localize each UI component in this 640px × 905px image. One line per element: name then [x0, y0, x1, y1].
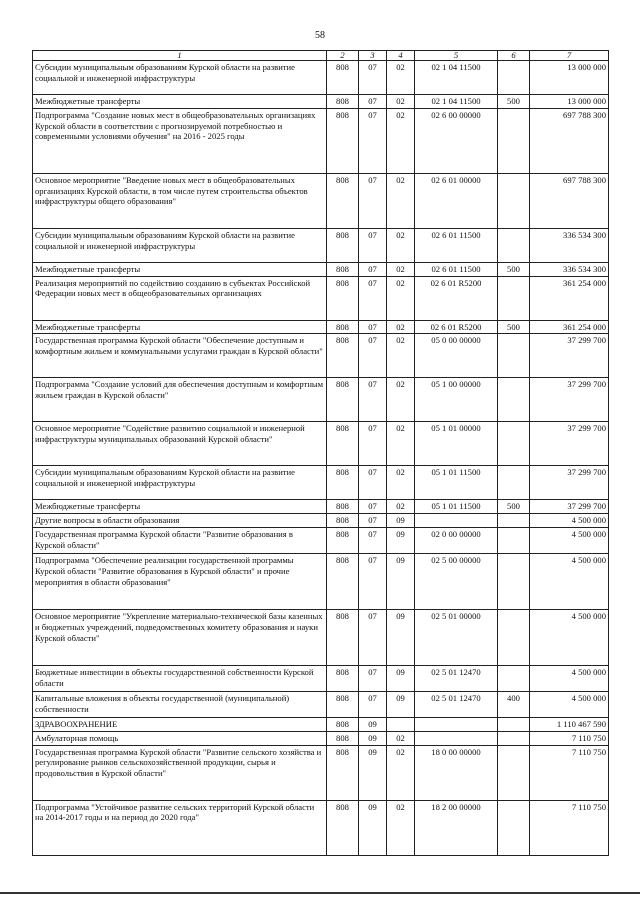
row-target-article-cell: 02 1 04 11500	[415, 95, 498, 109]
table-row	[33, 745, 609, 800]
row-subsection-cell: 02	[387, 108, 415, 173]
row-name-cell: Подпрограмма "Устойчивое развитие сельских территорий Курской области на 2014-2017 годы и на период до 2020 года"	[33, 800, 327, 855]
row-amount-cell: 13 000 000	[530, 95, 609, 109]
row-grbs-cell: 808	[327, 61, 359, 95]
row-expense-type-cell	[498, 61, 530, 95]
row-target-article-cell: 02 6 01 00000	[415, 173, 498, 228]
row-expense-type-cell: 500	[498, 320, 530, 334]
table-row	[33, 665, 609, 691]
row-name-cell: Подпрограмма "Обеспечение реализации государственной программы Курской области "Развитие образования в Курской области" и прочие мероприятия в области образования"	[33, 553, 327, 609]
row-subsection-cell: 02	[387, 800, 415, 855]
row-target-article-cell: 02 5 01 00000	[415, 609, 498, 665]
page-bottom-border	[0, 892, 640, 894]
row-section-cell: 07	[359, 553, 387, 609]
row-section-cell: 09	[359, 717, 387, 731]
row-amount-cell: 1 110 467 590	[530, 717, 609, 731]
row-target-article-cell: 02 6 01 R5200	[415, 276, 498, 320]
row-expense-type-cell	[498, 334, 530, 378]
row-subsection-cell: 02	[387, 262, 415, 276]
row-grbs-cell: 808	[327, 800, 359, 855]
row-grbs-cell: 808	[327, 466, 359, 500]
row-amount-cell: 7 110 750	[530, 800, 609, 855]
row-name-cell: Субсидии муниципальным образованиям Курской области на развитие социальной и инженерной инфраструктуры	[33, 61, 327, 95]
row-name-cell: Основное мероприятие "Введение новых мест в общеобразовательных организациях Курской области, в том числе путем строительства объектов инфраструктуры общего образования"	[33, 173, 327, 228]
row-section-cell: 07	[359, 61, 387, 95]
table-row	[33, 553, 609, 609]
row-amount-cell: 361 254 000	[530, 320, 609, 334]
table-row	[33, 717, 609, 731]
row-expense-type-cell	[498, 527, 530, 553]
page-number: 58	[315, 30, 325, 41]
row-name-cell: Реализация мероприятий по содействию созданию в субъектах Российской Федерации новых мест в общеобразовательных организациях	[33, 276, 327, 320]
budget-table	[32, 50, 609, 856]
row-name-cell: Межбюджетные трансферты	[33, 95, 327, 109]
row-expense-type-cell	[498, 731, 530, 745]
table-row	[33, 609, 609, 665]
row-grbs-cell: 808	[327, 334, 359, 378]
row-expense-type-cell	[498, 745, 530, 800]
row-name-cell: Капитальные вложения в объекты государственной (муниципальной) собственности	[33, 691, 327, 717]
row-amount-cell: 13 000 000	[530, 61, 609, 95]
row-section-cell: 09	[359, 731, 387, 745]
row-amount-cell: 697 788 300	[530, 173, 609, 228]
row-grbs-cell: 808	[327, 320, 359, 334]
row-section-cell: 07	[359, 466, 387, 500]
row-target-article-cell: 05 1 01 11500	[415, 500, 498, 514]
row-name-cell: Подпрограмма "Создание условий для обеспечения доступным и комфортным жильем граждан в Курской области"	[33, 378, 327, 422]
row-subsection-cell: 02	[387, 731, 415, 745]
row-subsection-cell: 02	[387, 228, 415, 262]
table-row	[33, 378, 609, 422]
row-grbs-cell: 808	[327, 745, 359, 800]
row-subsection-cell: 02	[387, 61, 415, 95]
row-grbs-cell: 808	[327, 378, 359, 422]
row-name-cell: Государственная программа Курской области "Развитие образования в Курской области"	[33, 527, 327, 553]
row-expense-type-cell	[498, 609, 530, 665]
row-expense-type-cell	[498, 553, 530, 609]
row-section-cell: 09	[359, 800, 387, 855]
row-section-cell: 07	[359, 320, 387, 334]
row-amount-cell: 37 299 700	[530, 334, 609, 378]
row-section-cell: 07	[359, 422, 387, 466]
table-row	[33, 262, 609, 276]
header-cell: 1	[33, 51, 327, 61]
table-row	[33, 800, 609, 855]
row-expense-type-cell: 500	[498, 262, 530, 276]
row-section-cell: 07	[359, 108, 387, 173]
row-section-cell: 07	[359, 500, 387, 514]
table-row	[33, 276, 609, 320]
row-amount-cell: 37 299 700	[530, 500, 609, 514]
row-grbs-cell: 808	[327, 514, 359, 528]
row-name-cell: Основное мероприятие "Содействие развитию социальной и инженерной инфраструктуры муниципальных образований Курской области"	[33, 422, 327, 466]
row-expense-type-cell	[498, 108, 530, 173]
row-target-article-cell	[415, 717, 498, 731]
row-expense-type-cell	[498, 466, 530, 500]
row-amount-cell: 4 500 000	[530, 691, 609, 717]
row-section-cell: 07	[359, 527, 387, 553]
row-section-cell: 09	[359, 745, 387, 800]
table-row	[33, 228, 609, 262]
table-row	[33, 731, 609, 745]
row-subsection-cell: 09	[387, 514, 415, 528]
row-section-cell: 07	[359, 665, 387, 691]
row-expense-type-cell	[498, 665, 530, 691]
row-amount-cell: 4 500 000	[530, 514, 609, 528]
row-expense-type-cell: 400	[498, 691, 530, 717]
row-subsection-cell: 02	[387, 466, 415, 500]
row-target-article-cell: 05 1 00 00000	[415, 378, 498, 422]
row-target-article-cell: 05 1 01 00000	[415, 422, 498, 466]
row-target-article-cell: 02 6 01 R5200	[415, 320, 498, 334]
row-section-cell: 07	[359, 334, 387, 378]
row-subsection-cell: 09	[387, 691, 415, 717]
row-target-article-cell: 02 0 00 00000	[415, 527, 498, 553]
row-grbs-cell: 808	[327, 553, 359, 609]
row-amount-cell: 7 110 750	[530, 745, 609, 800]
row-expense-type-cell: 500	[498, 95, 530, 109]
row-amount-cell: 7 110 750	[530, 731, 609, 745]
row-target-article-cell: 02 6 00 00000	[415, 108, 498, 173]
row-grbs-cell: 808	[327, 262, 359, 276]
row-grbs-cell: 808	[327, 108, 359, 173]
row-grbs-cell: 808	[327, 228, 359, 262]
row-target-article-cell: 02 1 04 11500	[415, 61, 498, 95]
row-expense-type-cell	[498, 173, 530, 228]
row-name-cell: Амбулаторная помощь	[33, 731, 327, 745]
row-expense-type-cell: 500	[498, 500, 530, 514]
row-grbs-cell: 808	[327, 95, 359, 109]
row-amount-cell: 4 500 000	[530, 553, 609, 609]
table-row	[33, 500, 609, 514]
row-target-article-cell	[415, 514, 498, 528]
row-amount-cell: 4 500 000	[530, 665, 609, 691]
row-section-cell: 07	[359, 276, 387, 320]
row-amount-cell: 37 299 700	[530, 422, 609, 466]
row-section-cell: 07	[359, 378, 387, 422]
row-target-article-cell: 18 0 00 00000	[415, 745, 498, 800]
row-subsection-cell: 09	[387, 609, 415, 665]
row-target-article-cell: 02 5 01 12470	[415, 665, 498, 691]
row-name-cell: Государственная программа Курской области "Обеспечение доступным и комфортным жильем и коммунальными услугами граждан в Курской области"	[33, 334, 327, 378]
row-section-cell: 07	[359, 228, 387, 262]
row-grbs-cell: 808	[327, 276, 359, 320]
row-name-cell: Межбюджетные трансферты	[33, 320, 327, 334]
row-subsection-cell: 02	[387, 422, 415, 466]
row-name-cell: Бюджетные инвестиции в объекты государственной собственности Курской области	[33, 665, 327, 691]
row-amount-cell: 4 500 000	[530, 527, 609, 553]
row-amount-cell: 697 788 300	[530, 108, 609, 173]
row-subsection-cell: 09	[387, 553, 415, 609]
header-cell: 3	[359, 51, 387, 61]
row-name-cell: Межбюджетные трансферты	[33, 500, 327, 514]
header-cell: 4	[387, 51, 415, 61]
header-cell: 2	[327, 51, 359, 61]
row-amount-cell: 336 534 300	[530, 262, 609, 276]
header-cell: 6	[498, 51, 530, 61]
row-section-cell: 07	[359, 691, 387, 717]
row-grbs-cell: 808	[327, 691, 359, 717]
row-grbs-cell: 808	[327, 173, 359, 228]
table-row	[33, 691, 609, 717]
table-row	[33, 527, 609, 553]
row-subsection-cell: 02	[387, 173, 415, 228]
row-name-cell: Государственная программа Курской области "Развитие сельского хозяйства и регулирование рынков сельскохозяйственной продукции, сырья и продовольствия в Курской области"	[33, 745, 327, 800]
row-subsection-cell: 02	[387, 500, 415, 514]
table-row	[33, 95, 609, 109]
row-grbs-cell: 808	[327, 609, 359, 665]
row-subsection-cell: 02	[387, 334, 415, 378]
row-subsection-cell	[387, 717, 415, 731]
row-target-article-cell: 18 2 00 00000	[415, 800, 498, 855]
row-name-cell: Субсидии муниципальным образованиям Курской области на развитие социальной и инженерной инфраструктуры	[33, 228, 327, 262]
row-subsection-cell: 02	[387, 320, 415, 334]
row-subsection-cell: 02	[387, 95, 415, 109]
row-expense-type-cell	[498, 422, 530, 466]
row-grbs-cell: 808	[327, 731, 359, 745]
row-amount-cell: 336 534 300	[530, 228, 609, 262]
row-subsection-cell: 09	[387, 527, 415, 553]
row-section-cell: 07	[359, 262, 387, 276]
row-name-cell: Подпрограмма "Создание новых мест в общеобразовательных организациях Курской области в соответствии с прогнозируемой потребностью и современными условиями обучения" на 2016 - 2025 годы	[33, 108, 327, 173]
table-row	[33, 422, 609, 466]
row-section-cell: 07	[359, 514, 387, 528]
header-cell: 5	[415, 51, 498, 61]
row-section-cell: 07	[359, 173, 387, 228]
row-target-article-cell: 05 1 01 11500	[415, 466, 498, 500]
table-row	[33, 320, 609, 334]
row-amount-cell: 361 254 000	[530, 276, 609, 320]
row-expense-type-cell	[498, 514, 530, 528]
table-row	[33, 466, 609, 500]
table-row	[33, 334, 609, 378]
row-name-cell: Основное мероприятие "Укрепление материально-технической базы казенных и бюджетных учреждений, подведомственных комитету образования и науки Курской области"	[33, 609, 327, 665]
row-expense-type-cell	[498, 800, 530, 855]
row-subsection-cell: 02	[387, 378, 415, 422]
row-grbs-cell: 808	[327, 665, 359, 691]
row-target-article-cell: 02 6 01 11500	[415, 262, 498, 276]
table-row	[33, 173, 609, 228]
row-subsection-cell: 09	[387, 665, 415, 691]
row-name-cell: Межбюджетные трансферты	[33, 262, 327, 276]
row-expense-type-cell	[498, 378, 530, 422]
table-row	[33, 514, 609, 528]
row-section-cell: 07	[359, 609, 387, 665]
row-section-cell: 07	[359, 95, 387, 109]
row-target-article-cell: 05 0 00 00000	[415, 334, 498, 378]
row-amount-cell: 37 299 700	[530, 378, 609, 422]
row-grbs-cell: 808	[327, 500, 359, 514]
row-name-cell: ЗДРАВООХРАНЕНИЕ	[33, 717, 327, 731]
table-row	[33, 108, 609, 173]
row-subsection-cell: 02	[387, 276, 415, 320]
row-name-cell: Субсидии муниципальным образованиям Курской области на развитие социальной и инженерной инфраструктуры	[33, 466, 327, 500]
row-grbs-cell: 808	[327, 422, 359, 466]
row-amount-cell: 37 299 700	[530, 466, 609, 500]
row-expense-type-cell	[498, 717, 530, 731]
row-target-article-cell: 02 6 01 11500	[415, 228, 498, 262]
header-cell: 7	[530, 51, 609, 61]
table-header-row	[33, 51, 609, 61]
row-subsection-cell: 02	[387, 745, 415, 800]
row-name-cell: Другие вопросы в области образования	[33, 514, 327, 528]
row-expense-type-cell	[498, 228, 530, 262]
row-target-article-cell	[415, 731, 498, 745]
row-amount-cell: 4 500 000	[530, 609, 609, 665]
row-grbs-cell: 808	[327, 717, 359, 731]
row-target-article-cell: 02 5 00 00000	[415, 553, 498, 609]
row-target-article-cell: 02 5 01 12470	[415, 691, 498, 717]
table-row	[33, 61, 609, 95]
row-grbs-cell: 808	[327, 527, 359, 553]
row-expense-type-cell	[498, 276, 530, 320]
